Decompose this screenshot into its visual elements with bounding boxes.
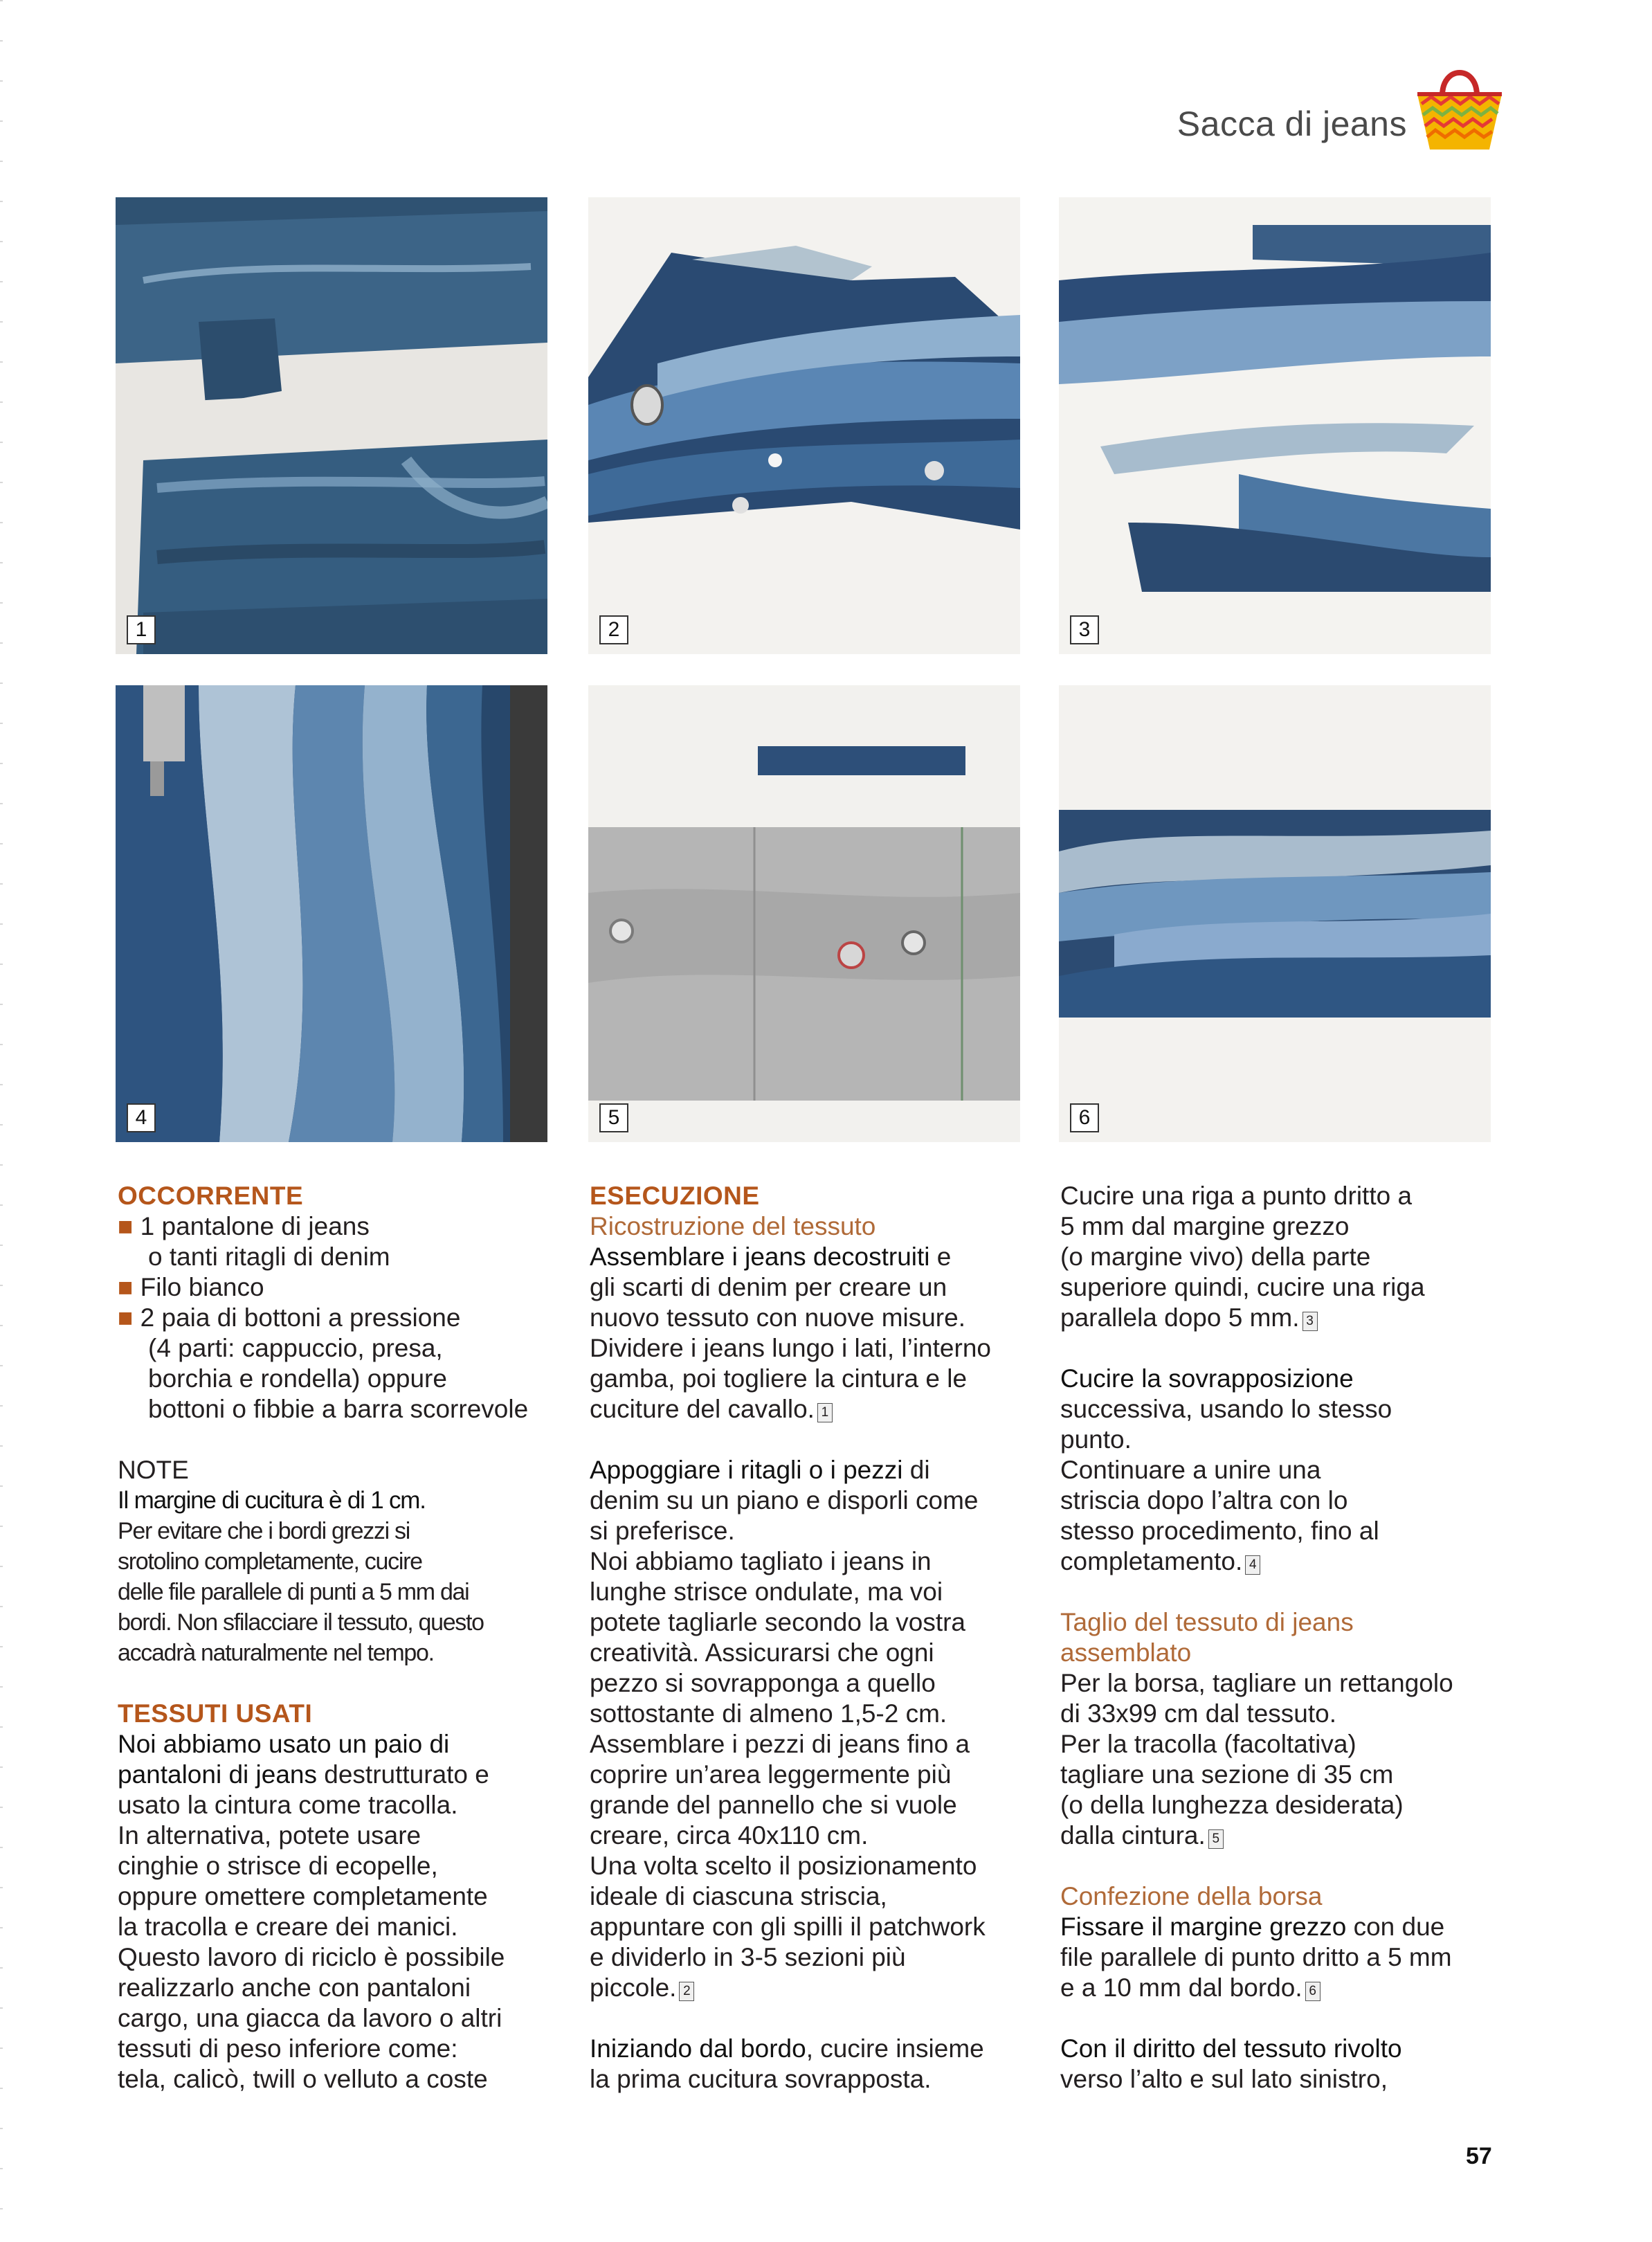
assembly-line: successiva, usando lo stesso [1060, 1395, 1392, 1423]
assembly-line: Continuare a unire una [1060, 1456, 1321, 1484]
subtitle-confezione: Confezione della borsa [1060, 1882, 1323, 1910]
materials-item: ■ 1 pantalone di jeans [118, 1212, 370, 1240]
photo-number: 2 [599, 615, 628, 644]
tessuti-line: Questo lavoro di riciclo è possibile [118, 1943, 505, 1971]
tessuti-line: pantaloni di jeans destrutturato e [118, 1760, 489, 1789]
assembly-line: superiore quindi, cucire una riga [1060, 1273, 1425, 1301]
execution-line: ideale di ciascuna striscia, [590, 1882, 887, 1910]
tessuti-line: tessuti di peso inferiore come: [118, 2034, 458, 2063]
square-bullet-icon: ■ [118, 1212, 134, 1240]
assembly-line: dalla cintura. 5 [1060, 1820, 1517, 1851]
tessuti-line: la tracolla e creare dei manici. [118, 1913, 458, 1941]
column-materials [118, 1181, 561, 2095]
subtitle-taglio: Taglio del tessuto di jeans [1060, 1608, 1354, 1636]
execution-line: creatività. Assicurarsi che ogni [590, 1638, 934, 1667]
photo-ref: 4 [1245, 1555, 1260, 1575]
execution-line: Dividere i jeans lungo i lati, l’interno [590, 1334, 991, 1362]
photo-ref: 2 [679, 1982, 694, 2001]
execution-line: gli scarti di denim per creare un [590, 1273, 947, 1301]
section-title-tessuti: TESSUTI USATI [118, 1699, 313, 1728]
note-line: bordi. Non sfilacciare il tessuto, questo [118, 1609, 484, 1636]
assembly-line: parallela dopo 5 mm. 3 [1060, 1303, 1517, 1333]
execution-line: cuciture del cavallo. 1 [590, 1394, 1033, 1425]
section-title-esecuzione: ESECUZIONE [590, 1182, 760, 1210]
note-margin: Il margine di cucitura è di 1 cm. [118, 1487, 426, 1514]
materials-item: ■ Filo bianco [118, 1273, 264, 1301]
photo-number: 5 [599, 1103, 628, 1132]
execution-line: coprire un’area leggermente più [590, 1760, 952, 1789]
tessuti-line: oppure omettere completamente [118, 1882, 488, 1910]
execution-line: piccole. 2 [590, 1973, 1033, 2003]
assembly-line: completamento. 4 [1060, 1546, 1517, 1577]
photo-5 [588, 685, 1020, 1142]
assembly-line: di 33x99 cm dal tessuto. [1060, 1699, 1336, 1728]
note-line: Per evitare che i bordi grezzi si [118, 1518, 410, 1544]
running-header: Sacca di jeans [1177, 105, 1407, 143]
tessuti-line: cargo, una giacca da lavoro o altri [118, 2004, 502, 2032]
execution-line: appuntare con gli spilli il patchwork [590, 1913, 986, 1941]
column-assembly [1060, 1181, 1517, 2095]
execution-line: Iniziando dal bordo, cucire insieme [590, 2034, 984, 2063]
tessuti-line: realizzarlo anche con pantaloni [118, 1973, 471, 2002]
execution-line: la prima cucitura sovrapposta. [590, 2065, 932, 2093]
photo-number: 3 [1070, 615, 1099, 644]
execution-line: Una volta scelto il posizionamento [590, 1852, 977, 1880]
photo-4 [116, 685, 547, 1142]
assembly-line: stesso procedimento, fino al [1060, 1517, 1379, 1545]
note-line: delle file parallele di punti a 5 mm dai [118, 1579, 469, 1605]
assembly-line: (o margine vivo) della parte [1060, 1242, 1371, 1271]
photo-6 [1059, 685, 1491, 1142]
assembly-line: tagliare una sezione di 35 cm [1060, 1760, 1394, 1789]
square-bullet-icon: ■ [118, 1303, 134, 1332]
assembly-line: Per la tracolla (facoltativa) [1060, 1730, 1356, 1758]
assembly-line: (o della lunghezza desiderata) [1060, 1791, 1404, 1819]
photo-number: 4 [127, 1103, 156, 1132]
execution-line: Assemblare i pezzi di jeans fino a [590, 1730, 970, 1758]
execution-line: grande del pannello che si vuole [590, 1791, 957, 1819]
photo-1 [116, 197, 547, 654]
assembly-line: striscia dopo l’altra con lo [1060, 1486, 1348, 1515]
execution-line: si preferisce. [590, 1517, 735, 1545]
photo-2 [588, 197, 1020, 654]
execution-line: nuovo tessuto con nuove misure. [590, 1303, 965, 1332]
photo-ref: 1 [817, 1403, 833, 1422]
subtitle-taglio: assemblato [1060, 1638, 1192, 1667]
execution-line: Appoggiare i ritagli o i pezzi di [590, 1456, 930, 1484]
execution-line: e dividerlo in 3-5 sezioni più [590, 1943, 906, 1971]
tessuti-line: Noi abbiamo usato un paio di [118, 1730, 450, 1758]
tessuti-line: tela, calicò, twill o velluto a coste [118, 2065, 488, 2093]
execution-line: Noi abbiamo tagliato i jeans in [590, 1547, 932, 1575]
photo-ref: 6 [1305, 1982, 1320, 2001]
execution-line: potete tagliarle secondo la vostra [590, 1608, 966, 1636]
materials-item-line: (4 parti: cappuccio, presa, [148, 1334, 443, 1362]
tessuti-line: usato la cintura come tracolla. [118, 1791, 458, 1819]
section-title-occorrente: OCCORRENTE [118, 1182, 304, 1210]
assembly-line: Fissare il margine grezzo con due [1060, 1913, 1445, 1941]
assembly-line: verso l’alto e sul lato sinistro, [1060, 2065, 1388, 2093]
execution-line: Assemblare i jeans decostruiti e [590, 1242, 952, 1271]
tessuti-line: cinghie o strisce di ecopelle, [118, 1852, 438, 1880]
execution-line: pezzo si sovrapponga a quello [590, 1669, 936, 1697]
column-execution [590, 1181, 1033, 2095]
assembly-line: e a 10 mm dal bordo. 6 [1060, 1973, 1517, 2003]
photo-ref: 3 [1302, 1312, 1318, 1331]
execution-line: creare, circa 40x110 cm. [590, 1821, 869, 1850]
assembly-line: punto. [1060, 1425, 1132, 1454]
photo-ref: 5 [1208, 1829, 1224, 1849]
note-title: NOTE [118, 1456, 189, 1484]
photo-number: 1 [127, 615, 156, 644]
page-number: 57 [1466, 2143, 1492, 2169]
execution-line: gamba, poi togliere la cintura e le [590, 1364, 968, 1393]
execution-line: denim su un piano e disporli come [590, 1486, 979, 1515]
note-line: srotolino completamente, cucire [118, 1548, 422, 1575]
square-bullet-icon: ■ [118, 1273, 134, 1301]
tessuti-line: In alternativa, potete usare [118, 1821, 421, 1850]
assembly-line: Per la borsa, tagliare un rettangolo [1060, 1669, 1453, 1697]
materials-item-line: bottoni o fibbie a barra scorrevole [148, 1395, 529, 1423]
materials-item-line: o tanti ritagli di denim [148, 1242, 390, 1271]
assembly-line: Con il diritto del tessuto rivolto [1060, 2034, 1402, 2063]
execution-line: sottostante di almeno 1,5-2 cm. [590, 1699, 947, 1728]
materials-item-line: borchia e rondella) oppure [148, 1364, 447, 1393]
photo-number: 6 [1070, 1103, 1099, 1132]
assembly-line: Cucire la sovrapposizione [1060, 1364, 1354, 1393]
execution-line: lunghe strisce ondulate, ma voi [590, 1577, 943, 1606]
assembly-line: Cucire una riga a punto dritto a [1060, 1182, 1413, 1210]
photo-3 [1059, 197, 1491, 654]
materials-item: ■ 2 paia di bottoni a pressione [118, 1303, 461, 1332]
assembly-line: file parallele di punto dritto a 5 mm [1060, 1943, 1452, 1971]
basket-icon [1415, 60, 1505, 151]
assembly-line: 5 mm dal margine grezzo [1060, 1212, 1350, 1240]
subtitle-ricostruzione: Ricostruzione del tessuto [590, 1212, 876, 1240]
note-line: accadrà naturalmente nel tempo. [118, 1640, 434, 1666]
page-edge-marks [0, 0, 3, 2242]
